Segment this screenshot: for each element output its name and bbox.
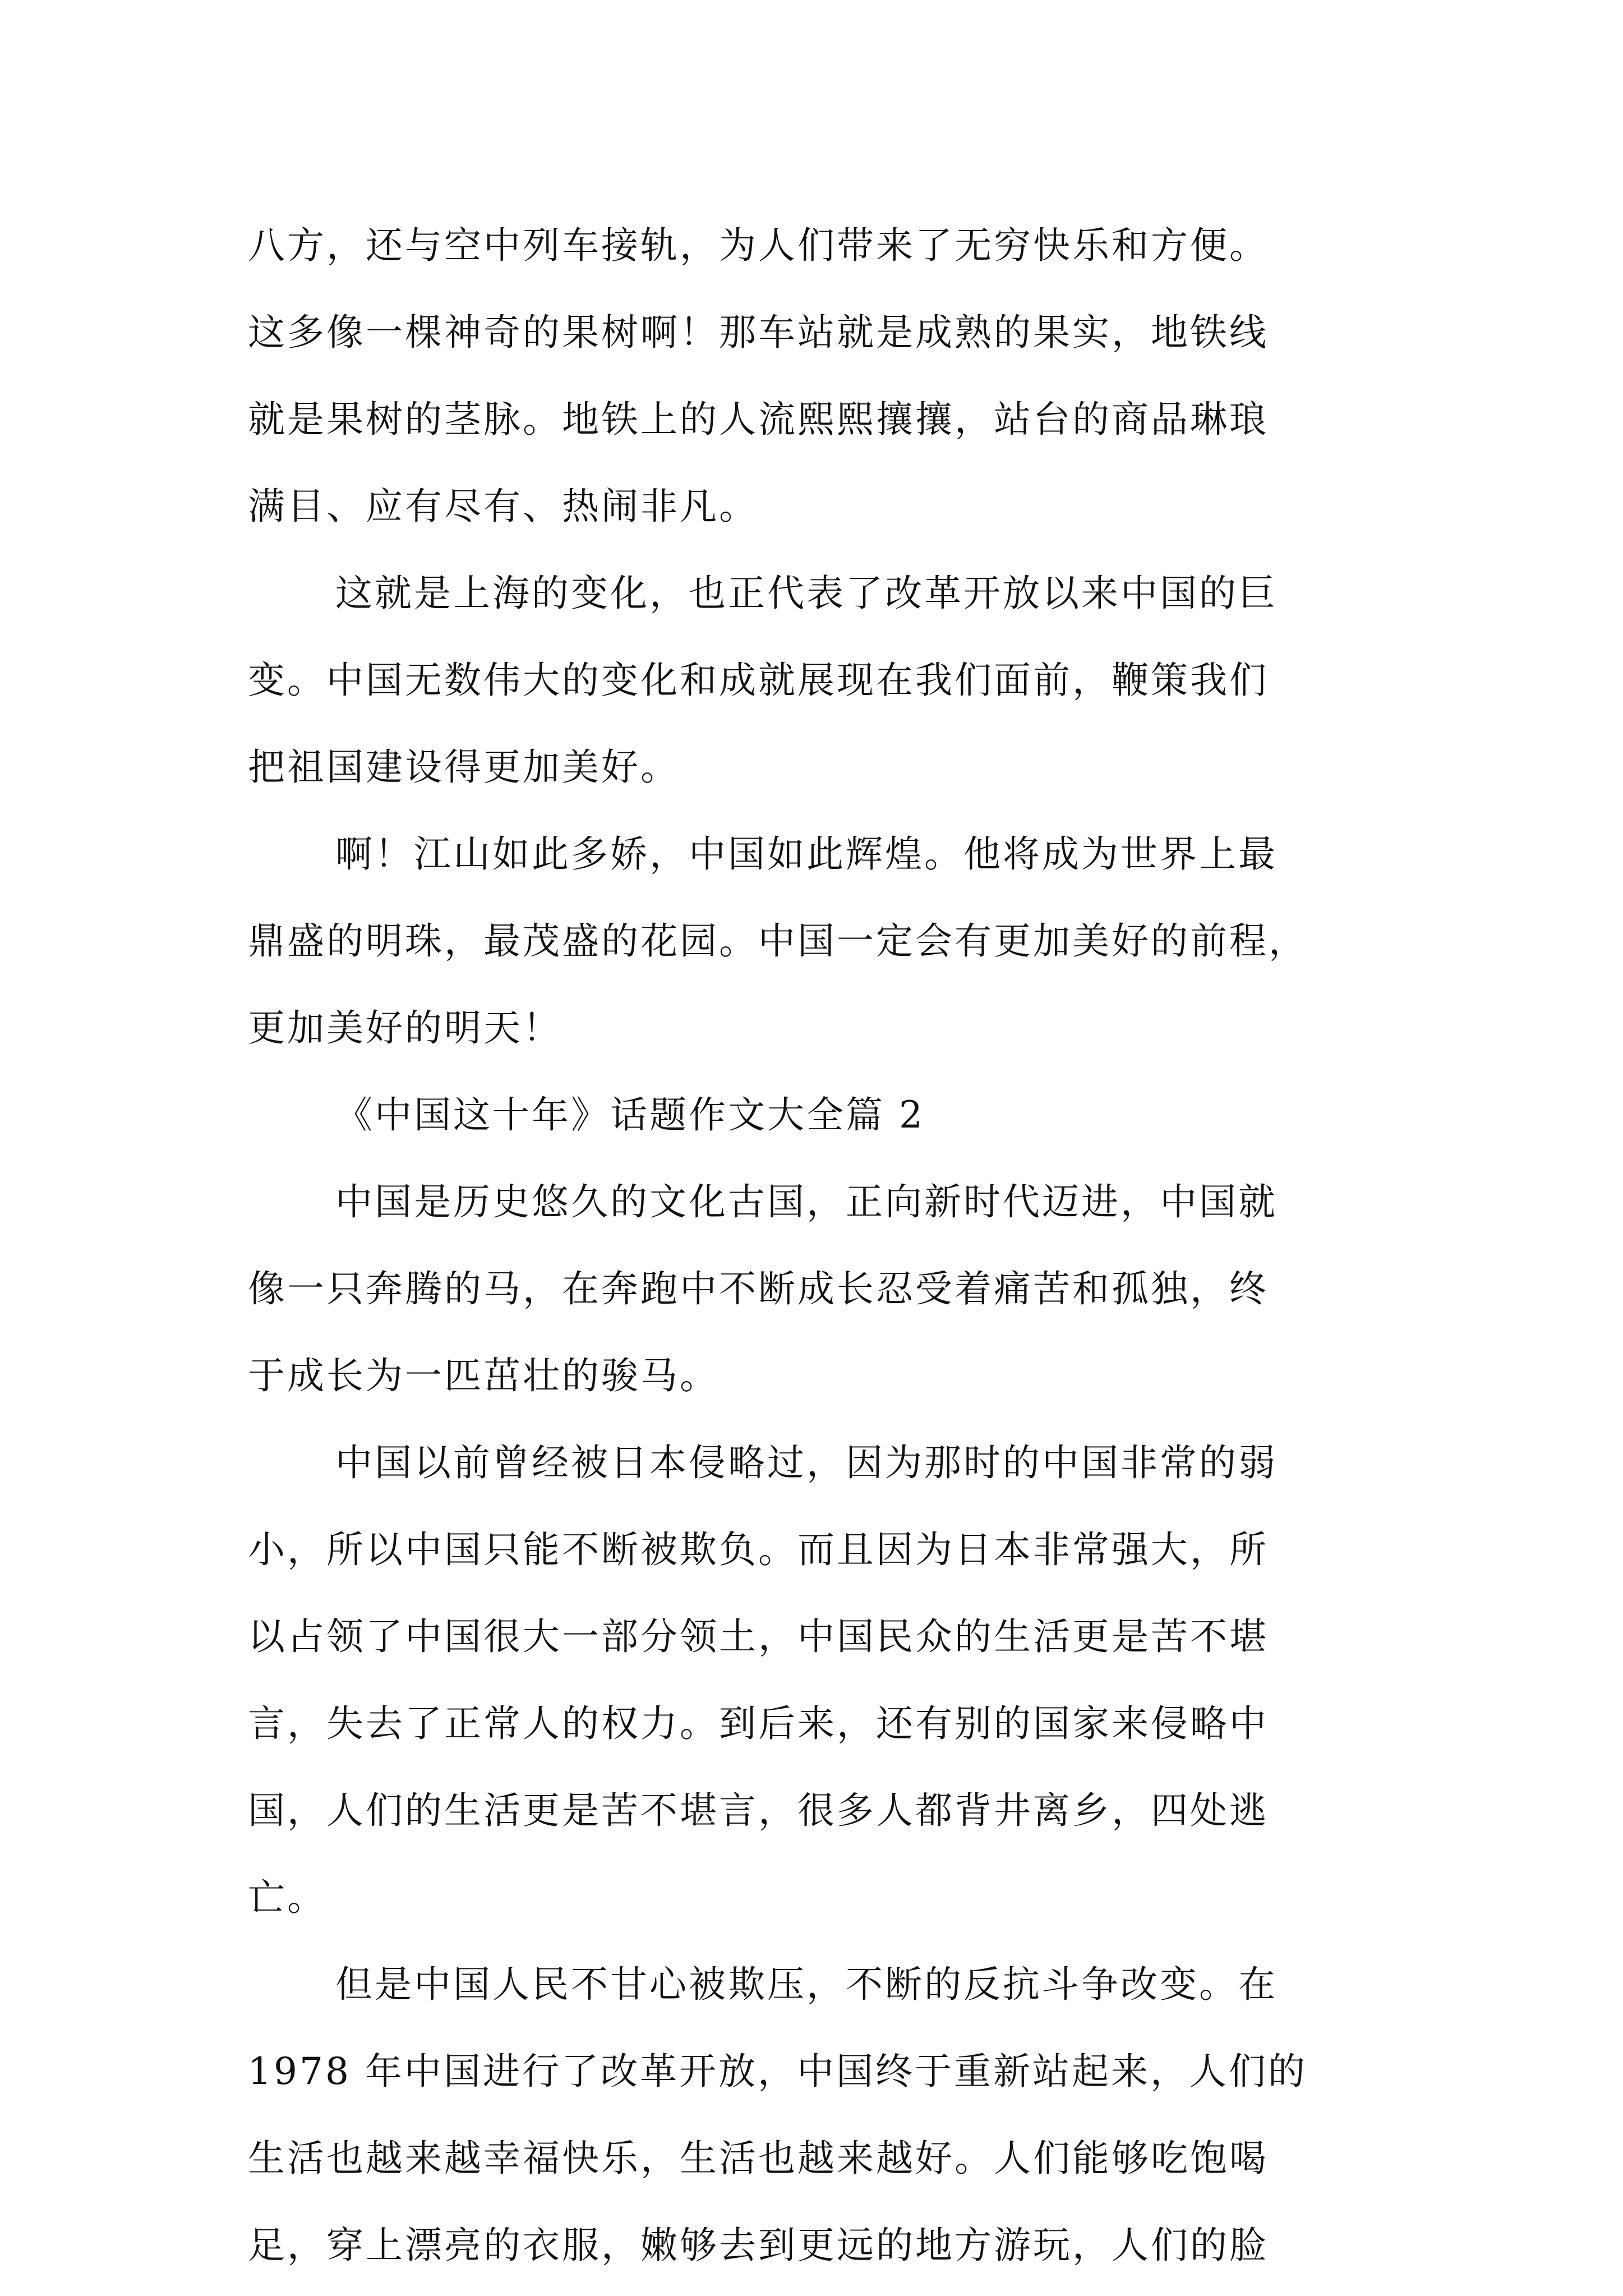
- text-line: 国，人们的生活更是苦不堪言，很多人都背井离乡，四处逃: [248, 1789, 1269, 1832]
- text-line: 足，穿上漂亮的衣服，嫩够去到更远的地方游玩，人们的脸: [248, 2224, 1269, 2267]
- text-line: 于成长为一匹茁壮的骏马。: [248, 1354, 719, 1397]
- paragraph-start-line: 啊！江山如此多娇，中国如此辉煌。他将成为世界上最: [335, 832, 1278, 876]
- document-body: [248, 202, 1392, 2289]
- text-line: 以占领了中国很大一部分领土，中国民众的生活更是苦不堪: [248, 1615, 1269, 1658]
- paragraph-start-line: 但是中国人民不甘心被欺压，不断的反抗斗争改变。在: [335, 1963, 1278, 2006]
- text-line: 言，失去了正常人的权力。到后来，还有别的国家来侵略中: [248, 1702, 1269, 1745]
- text-line: 1978 年中国进行了改革开放，中国终于重新站起来，人们的: [248, 2050, 1307, 2093]
- text-line: 这多像一棵神奇的果树啊！那车站就是成熟的果实，地铁线: [248, 311, 1269, 354]
- text-line: 亡。: [248, 1876, 326, 1919]
- text-line: 就是果树的茎脉。地铁上的人流熙熙攘攘，站台的商品琳琅: [248, 398, 1269, 441]
- text-line: 鼎盛的明珠，最茂盛的花园。中国一定会有更加美好的前程，: [248, 919, 1308, 963]
- text-line: 生活也越来越幸福快乐，生活也越来越好。人们能够吃饱喝: [248, 2137, 1269, 2180]
- paragraph-start-line: 中国以前曾经被日本侵略过，因为那时的中国非常的弱: [335, 1441, 1278, 1484]
- paragraph-start-line: 中国是历史悠久的文化古国，正向新时代迈进，中国就: [335, 1180, 1278, 1223]
- text-line: 满目、应有尽有、热闹非凡。: [248, 485, 758, 528]
- section-heading: 《中国这十年》话题作文大全篇 2: [335, 1093, 925, 1137]
- text-line: 八方，还与空中列车接轨，为人们带来了无穷快乐和方便。: [248, 224, 1269, 267]
- text-line: 更加美好的明天！: [248, 1006, 562, 1050]
- text-line: 小，所以中国只能不断被欺负。而且因为日本非常强大，所: [248, 1528, 1269, 1571]
- text-line: 变。中国无数伟大的变化和成就展现在我们面前，鞭策我们: [248, 659, 1269, 702]
- text-line: 把祖国建设得更加美好。: [248, 746, 680, 789]
- paragraph-start-line: 这就是上海的变化，也正代表了改革开放以来中国的巨: [335, 572, 1278, 615]
- text-line: 像一只奔腾的马，在奔跑中不断成长忍受着痛苦和孤独，终: [248, 1267, 1269, 1310]
